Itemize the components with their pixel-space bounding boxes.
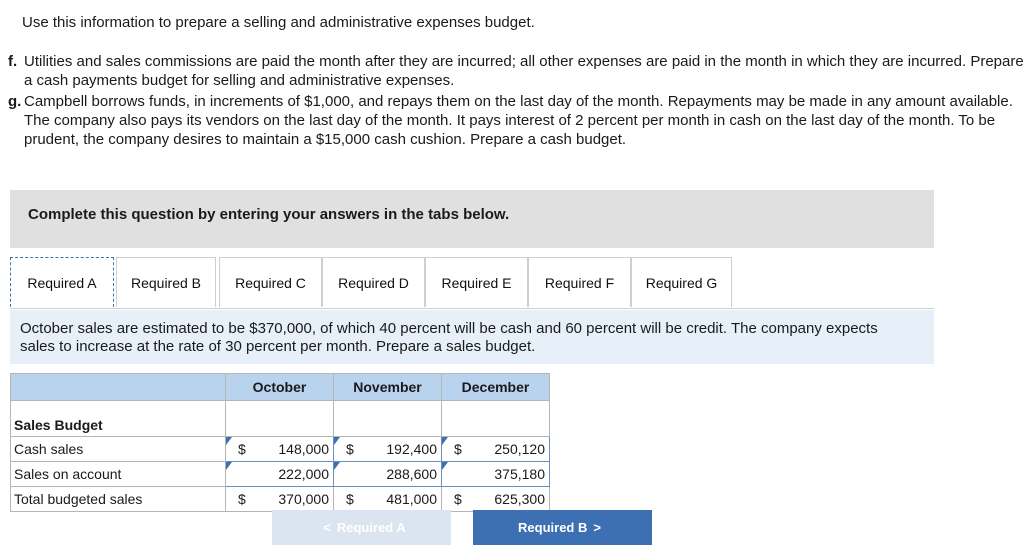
- table-title: Sales Budget: [11, 401, 226, 437]
- cash-sales-november[interactable]: $ 192,400: [334, 437, 442, 462]
- empty-cell: [226, 401, 334, 437]
- next-label: Required B: [518, 520, 588, 535]
- row-label: Sales on account: [11, 462, 226, 487]
- cash-sales-october[interactable]: $ 148,000: [226, 437, 334, 462]
- instruction-text: Campbell borrows funds, in increments of $1,000, and repays them on the last day of the month. Repayments may be made in any amount available. The company also pays its vendors on the last day of the month. It pays interest of 2 percent per month in cash on the last day of the month. To be prudent, the company desires to maintain a $15,000 cash cushion. Prepare a cash budget.: [24, 93, 1013, 148]
- chevron-left-icon: <: [323, 520, 331, 535]
- sales-on-account-december[interactable]: 375,180: [442, 462, 550, 487]
- total-sales-november: $ 481,000: [334, 487, 442, 512]
- header-october: October: [226, 374, 334, 401]
- instruction-label: g.: [8, 93, 22, 110]
- tab-required-a[interactable]: Required A: [10, 257, 114, 307]
- question-prompt: [10, 310, 934, 364]
- instruction-f: [8, 52, 1024, 89]
- total-sales-october: $ 370,000: [226, 487, 334, 512]
- sales-on-account-november[interactable]: 288,600: [334, 462, 442, 487]
- tab-required-d[interactable]: Required D: [322, 257, 425, 307]
- prompt-text: October sales are estimated to be $370,000, of which 40 percent will be cash and 60 percent will be credit. The company expects sales to increase at the rate of 30 percent per month. Prepare a sales budget.: [20, 320, 878, 355]
- tab-required-g[interactable]: Required G: [631, 257, 732, 307]
- instructions-banner: [10, 190, 934, 248]
- row-label: Total budgeted sales: [11, 487, 226, 512]
- instruction-text: Utilities and sales commissions are paid the month after they are incurred; all other expenses are paid in the month in which they are incurred. Prepare a cash payments budget for selling and administrative expenses.: [24, 53, 1024, 89]
- tab-required-b[interactable]: Required B: [116, 257, 216, 307]
- empty-cell: [442, 401, 550, 437]
- header-blank: [11, 374, 226, 401]
- sales-budget-table: [10, 373, 550, 512]
- instruction-g: [8, 92, 1013, 148]
- tab-required-f[interactable]: Required F: [528, 257, 631, 307]
- table-row: [11, 462, 550, 487]
- intro-text: Use this information to prepare a selling and administrative expenses budget.: [22, 14, 535, 31]
- tab-required-e[interactable]: Required E: [425, 257, 528, 307]
- total-sales-december: $ 625,300: [442, 487, 550, 512]
- tab-divider: [10, 308, 934, 309]
- header-december: December: [442, 374, 550, 401]
- empty-cell: [334, 401, 442, 437]
- banner-text: Complete this question by entering your answers in the tabs below.: [28, 206, 510, 223]
- sales-on-account-october[interactable]: 222,000: [226, 462, 334, 487]
- row-label: Cash sales: [11, 437, 226, 462]
- prev-label: Required A: [336, 520, 406, 535]
- tab-required-c[interactable]: Required C: [219, 257, 322, 307]
- table-row: [11, 487, 550, 512]
- chevron-right-icon: >: [593, 520, 601, 535]
- cash-sales-december[interactable]: $ 250,120: [442, 437, 550, 462]
- next-required-button[interactable]: [473, 510, 652, 545]
- table-row: [11, 437, 550, 462]
- instruction-label: f.: [8, 53, 18, 70]
- previous-required-button[interactable]: [272, 510, 451, 545]
- header-november: November: [334, 374, 442, 401]
